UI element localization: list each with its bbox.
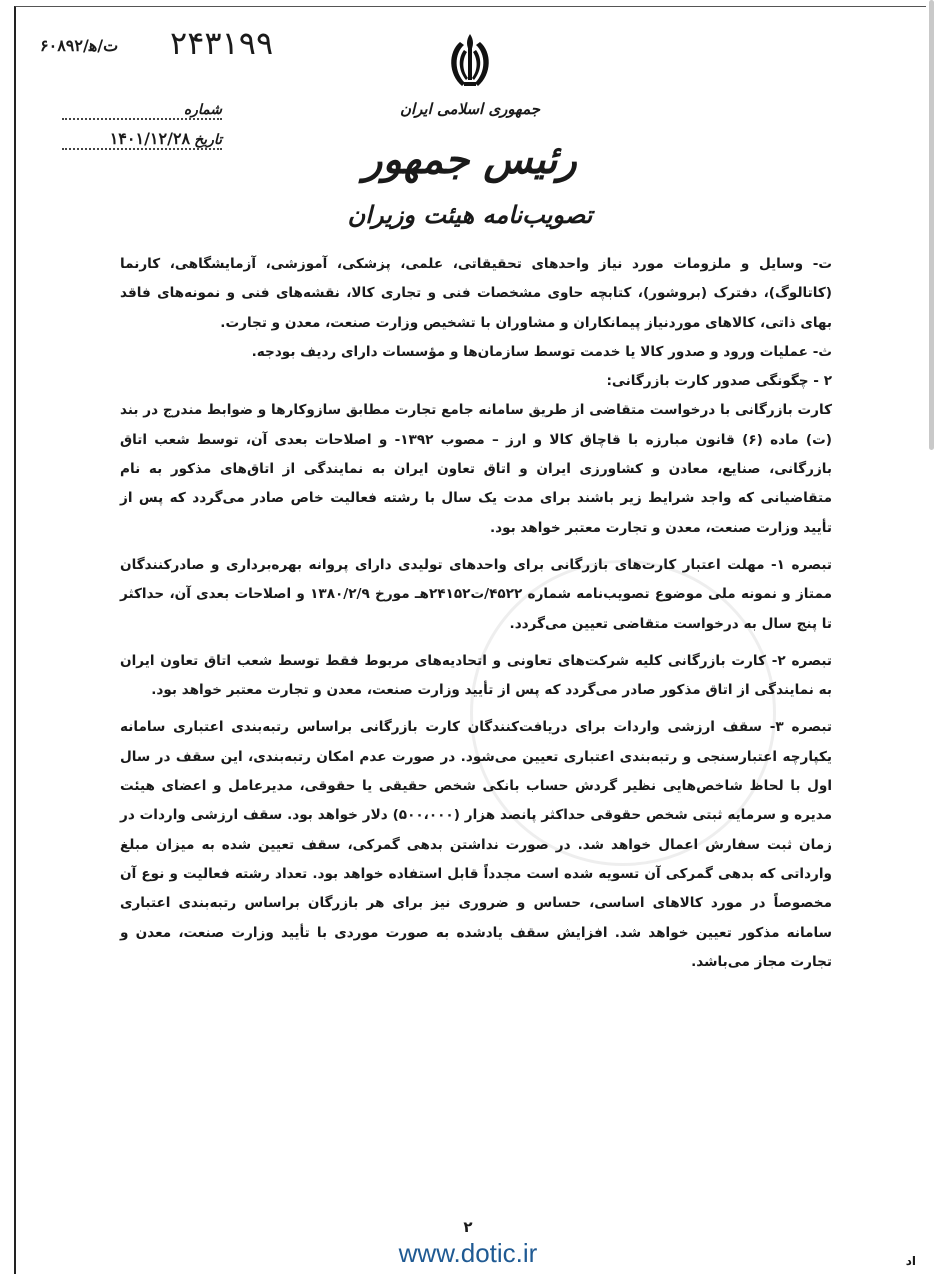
paragraph-note-3: تبصره ۳- سقف ارزشی واردات برای دریافت‌کنندگان کارت بازرگانی براساس رتبه‌بندی اعتباری سامانه یکپارچه اعتبارسنجی و رتبه‌بندی اعتباری تعیین می‌شود. در صورت عدم امکان رتبه‌بندی، این سقف در سال اول با لحاظ شاخص‌هایی نظیر گردش حساب بانکی شخص حقیقی یا حقوقی، مدیرعامل و اعضای هیئت مدیره و سرمایه ثبتی شخص حقوقی حداکثر پانصد هزار (۵۰۰،۰۰۰) دلار خواهد بود. سقف ارزشی واردات در زمان ثبت سفارش اعمال خواهد شد. در صورت نداشتن بدهی گمرکی، سقف تعیین شده به میزان مبلغ وارداتی که بدهی گمرکی آن تسویه شده است مجدداً قابل استفاده خواهد بود. تعداد رشته فعالیت و نوع آن مخصوصاً در مورد کالاهای اساسی، حساس و ضروری نیز برای هر بازرگان براساس رتبه‌بندی اعتباری سامانه مذکور تعیین خواهد شد. افزایش سقف یادشده به صورت موردی با تأیید وزارت صنعت، معدن و تجارت مجاز می‌باشد. — [120, 719, 832, 970]
document-body — [120, 250, 832, 977]
date-label: تاریخ — [194, 132, 222, 148]
number-date-block — [62, 94, 222, 154]
country-title: جمهوری اسلامی ایران — [399, 100, 541, 118]
paragraph-item-th: ث- عملیات ورود و صدور کالا یا خدمت توسط سازمان‌ها و مؤسسات دارای ردیف بودجه. — [251, 343, 832, 360]
date-line — [62, 124, 222, 150]
paragraph-note-2: تبصره ۲- کارت بازرگانی کلیه شرکت‌های تعاونی و اتحادیه‌های مربوط فقط توسط شعب اتاق تعاون ایران به نمایندگی از اتاق مذکور صادر می‌گردد که پس از تأیید وزارت صنعت، معدن و تجارت معتبر خواهد بود. — [120, 652, 833, 699]
page-number: ۲ — [463, 1218, 473, 1236]
paragraph-note-1: تبصره ۱- مهلت اعتبار کارت‌های بازرگانی برای واحدهای تولیدی دارای پروانه بهره‌برداری و صادرکنندگان ممتاز و نمونه ملی موضوع تصویب‌نامه شماره ۴۵۲۲/ت۲۴۱۵۲هـ مورخ ۱۳۸۰/۲/۹ و اصلاحات بعدی آن، حداکثر تا پنج سال به درخواست متقاضی تعیین می‌گردد. — [120, 556, 833, 632]
reference-number: ۶۰۸۹۲/ت/ه‍ — [40, 36, 119, 55]
office-title: رئیس جمهور — [363, 136, 577, 183]
scrollbar[interactable] — [929, 0, 934, 450]
corner-mark: اد — [905, 1254, 916, 1268]
document-type-title: تصویب‌نامه هیئت وزیران — [347, 200, 593, 229]
number-label: شماره — [183, 102, 222, 118]
number-line — [62, 94, 222, 120]
date-value: ۱۴۰۱/۱۲/۲۸ — [109, 129, 191, 148]
handwritten-number: ۲۴۳۱۹۹ — [170, 24, 274, 62]
section-heading: ۲ - چگونگی صدور کارت بازرگانی: — [606, 373, 832, 390]
watermark-url: www.dotic.ir — [398, 1238, 538, 1268]
paragraph-card-issuance: کارت بازرگانی با درخواست متقاضی از طریق سامانه جامع تجارت مطابق سازوکارها و ضوابط مندرج در بند (ت) ماده (۶) قانون مبارزه با قاچاق کالا و ارز – مصوب ۱۳۹۲- و اصلاحات بعدی آن، توسط شعب اتاق بازرگانی، صنایع، معادن و کشاورزی ایران و اتاق تعاون ایران به نمایندگی از اتاق‌های مذکور به نام متقاضیانی که واجد شرایط زیر باشند برای مدت یک سال با رشته فعالیت خاص صادر می‌گردد که پس از تأیید وزارت صنعت، معدن و تجارت معتبر خواهد بود. — [120, 402, 832, 536]
handwritten-reference — [40, 24, 280, 64]
iran-emblem-icon — [440, 30, 500, 94]
paragraph-item-t: ت- وسایل و ملزومات مورد نیاز واحدهای تحقیقاتی، علمی، پزشکی، آموزشی، آزمایشگاهی، کارنما (کاتالوگ)، دفترک (بروشور)، کتابچه حاوی مشخصات فنی و تجاری کالا، نقشه‌های فنی و نمونه‌های فاقد بهای ذاتی، کالاهای موردنیاز پیمانکاران و مشاوران با تشخیص وزارت صنعت، معدن و تجارت. — [120, 256, 832, 331]
